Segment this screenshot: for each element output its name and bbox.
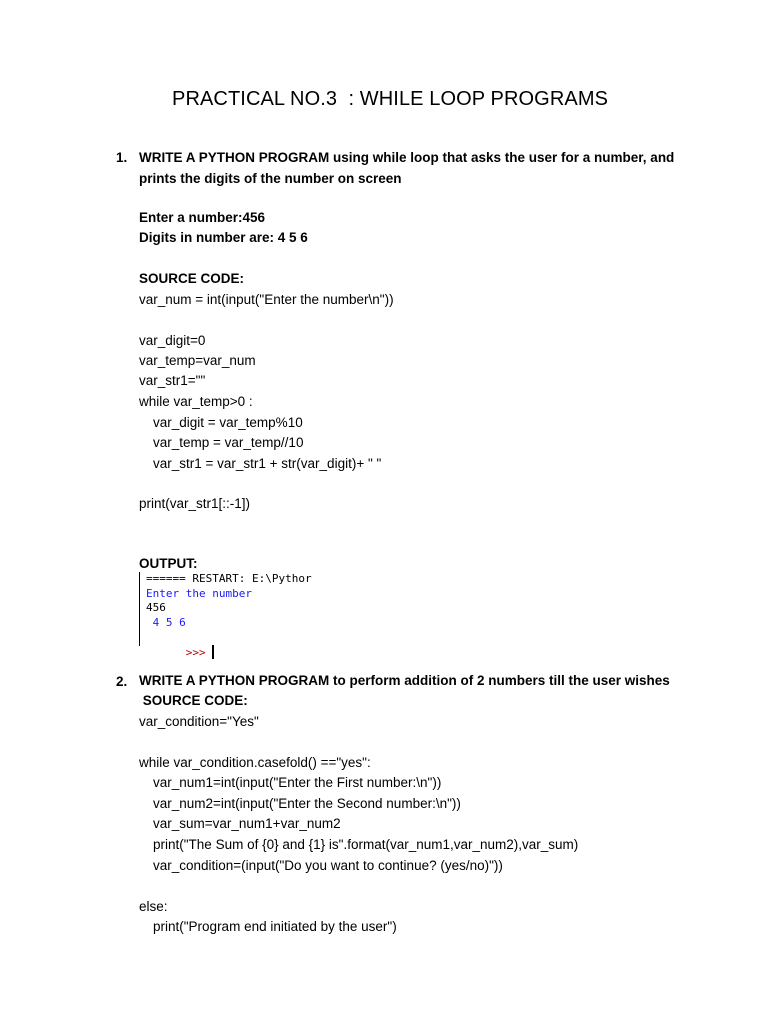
q1-code-line: print(var_str1[::-1]) (139, 496, 251, 511)
q2-code-line: while var_condition.casefold() =="yes": (139, 755, 371, 770)
q2-code-line: print("The Sum of {0} and {1} is".format(var_num1,var_num2),var_sum) (153, 837, 579, 852)
q1-code-line: var_digit = var_temp%10 (153, 415, 303, 430)
q2-code-line: print("Program end initiated by the user") (153, 919, 397, 934)
q2-code-line: var_condition=(input("Do you want to continue? (yes/no)")) (153, 858, 503, 873)
q1-code-line: var_temp = var_temp//10 (153, 435, 304, 450)
shell-input-value: 456 (146, 601, 166, 614)
q1-code-line: var_str1 = var_str1 + str(var_digit)+ " " (153, 456, 382, 471)
text-cursor (212, 645, 214, 659)
q1-code-line: var_num = int(input("Enter the number\n")) (139, 292, 394, 307)
shell-margin-bar (139, 572, 140, 646)
sample-input-line: Enter a number:456 (139, 210, 266, 225)
q1-code-line: var_temp=var_num (139, 353, 256, 368)
q2-code-line: var_num2=int(input("Enter the Second number:\n")) (153, 796, 461, 811)
python-shell-screenshot (139, 572, 349, 659)
q1-source-code-label: SOURCE CODE: (139, 271, 245, 286)
q2-code-line: var_num1=int(input("Enter the First number:\n")) (153, 775, 442, 790)
q1-code-line: var_str1="" (139, 373, 206, 388)
output-label: OUTPUT: (139, 556, 198, 571)
shell-prompt-text: Enter the number (146, 587, 252, 600)
question-1-text-line-1: WRITE A PYTHON PROGRAM using while loop that asks the user for a number, and (139, 150, 675, 165)
q2-code-line: var_condition="Yes" (139, 714, 259, 729)
shell-prompt-symbol: >>> (185, 645, 206, 659)
shell-restart-line: ====== RESTART: E:\Pythor (146, 572, 312, 585)
q2-code-line: else: (139, 899, 168, 914)
q1-code-line: var_digit=0 (139, 333, 206, 348)
question-1-number: 1. (116, 150, 128, 165)
question-2-number: 2. (116, 674, 128, 689)
q1-code-line: while var_temp>0 : (139, 394, 253, 409)
shell-result-line: 4 5 6 (146, 616, 186, 629)
page-title: PRACTICAL NO.3 : WHILE LOOP PROGRAMS (172, 88, 609, 110)
sample-output-line: Digits in number are: 4 5 6 (139, 230, 308, 245)
q2-code-line: var_sum=var_num1+var_num2 (153, 816, 341, 831)
q2-source-code-label: SOURCE CODE: (139, 693, 248, 708)
question-2-text-line-1: WRITE A PYTHON PROGRAM to perform addition of 2 numbers till the user wishes (139, 673, 670, 688)
question-1-text-line-2: prints the digits of the number on screen (139, 171, 402, 186)
